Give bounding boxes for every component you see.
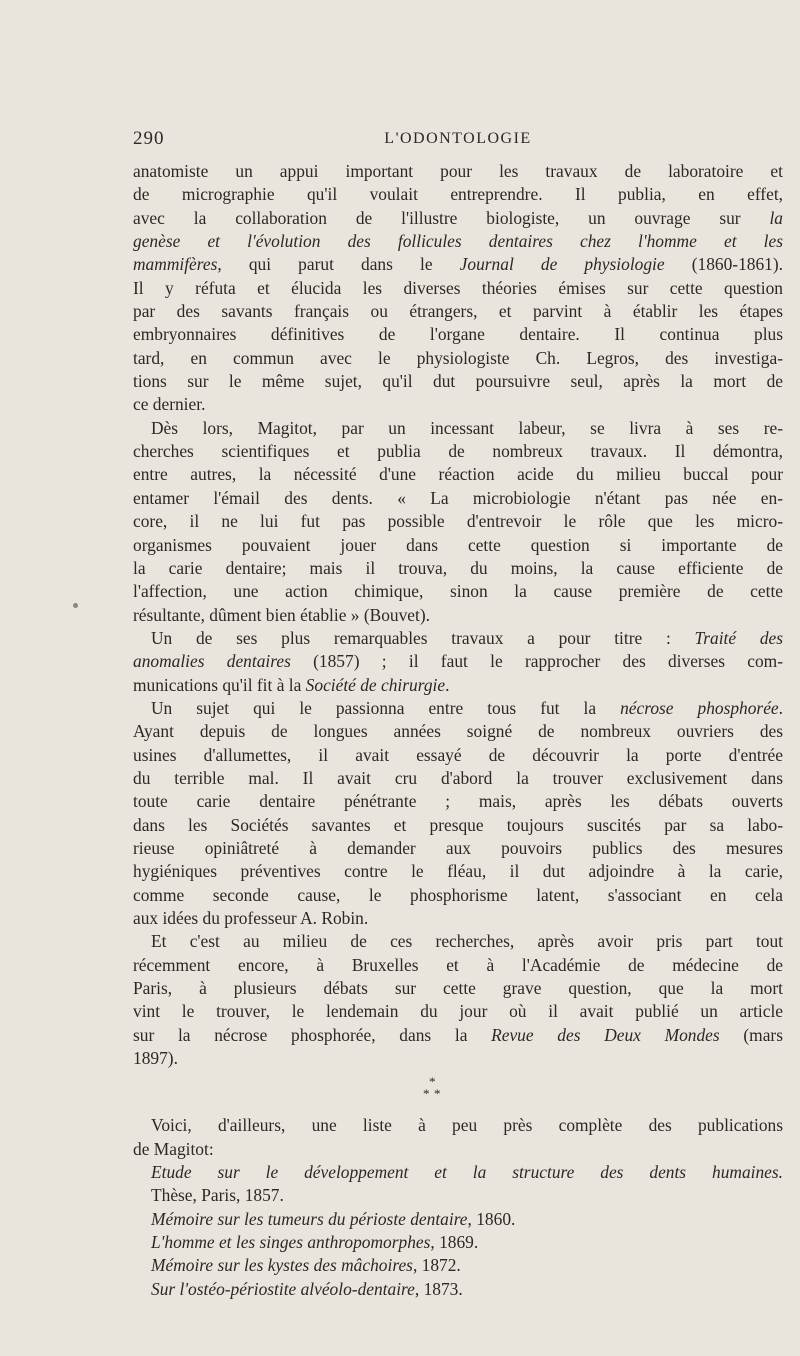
italic-text: Mémoire sur les tumeurs du périoste dentaire [151, 1208, 468, 1229]
text-line [133, 744, 783, 767]
line-text: Paris, à plusieurs débats sur cette grave question, que la mort [133, 978, 783, 999]
text-line [133, 557, 783, 580]
text-line [133, 697, 783, 720]
text-line [133, 300, 783, 323]
italic-text: Revue des Deux Mondes [491, 1024, 720, 1045]
text-line [133, 417, 783, 440]
line-text: l'affection, une action chimique, sinon la cause première de cette [133, 581, 783, 602]
text-line [133, 253, 783, 276]
line-text: Il y réfuta et élucida les diverses théories émises sur cette question [133, 277, 783, 298]
publications-list [133, 1114, 783, 1301]
line-text: rieuse opiniâtreté à demander aux pouvoirs publics des mesures [133, 837, 783, 858]
italic-text: anomalies dentaires [133, 651, 291, 672]
asterism-star-top: * [429, 1074, 436, 1090]
text-line [133, 627, 783, 650]
asterism-star-right: * [434, 1086, 441, 1102]
text-line [133, 814, 783, 837]
text-line [133, 977, 783, 1000]
italic-text: la [769, 207, 783, 228]
line-text: récemment encore, à Bruxelles et à l'Académie de médecine de [133, 954, 783, 975]
text-line [133, 534, 783, 557]
text-line [133, 160, 783, 183]
italic-text: mammifères [133, 254, 218, 275]
line-text: par des savants français ou étrangers, et parvint à établir les étapes [133, 301, 783, 322]
main-paragraphs [133, 160, 783, 1070]
text-line [133, 580, 783, 603]
line-text: hygiéniques préventives contre le fléau, il dut adjoindre à la carie, [133, 861, 783, 882]
line-text: la carie dentaire; mais il trouva, du moins, la cause efficiente de [133, 557, 783, 578]
line-text: (1857) ; il faut le rapprocher des diverses com- [290, 651, 783, 672]
text-line [133, 277, 783, 300]
line-text: , 1873. [414, 1278, 463, 1299]
text-line [133, 347, 783, 370]
line-text: Voici, d'ailleurs, une liste à peu près complète des publications [151, 1115, 783, 1136]
text-line [133, 230, 783, 253]
italic-text: Etude sur le développement et la structure des dents humaines. [151, 1162, 783, 1183]
line-text: embryonnaires définitives de l'organe dentaire. Il continua plus [133, 324, 783, 345]
text-line [133, 510, 783, 533]
text-line [133, 463, 783, 486]
italic-text: Traité des [694, 627, 784, 648]
line-text: entamer l'émail des dents. « La microbiologie n'étant pas née en- [133, 487, 783, 508]
text-line [133, 930, 783, 953]
line-text: Thèse, Paris, 1857. [151, 1185, 284, 1206]
body-text [133, 160, 783, 1301]
text-line [133, 1047, 783, 1070]
line-text: sur la nécrose phosphorée, dans la [133, 1024, 492, 1045]
line-text: Ayant depuis de longues années soigné de nombreux ouvriers des [133, 721, 783, 742]
text-line [133, 440, 783, 463]
line-text: aux idées du professeur A. Robin. [133, 908, 369, 928]
asterism-divider [133, 1070, 783, 1114]
text-line [133, 860, 783, 883]
line-text: de micrographie qu'il voulait entreprendre. Il publia, en effet, [133, 184, 783, 205]
page-number: 290 [133, 128, 165, 149]
line-text: , 1869. [430, 1232, 479, 1253]
text-line [133, 604, 783, 627]
text-line [133, 1138, 783, 1161]
text-line [133, 837, 783, 860]
italic-text: genèse et l'évolution des follicules dentaires chez l'homme et les [133, 231, 783, 252]
line-text: Un de ses plus remarquables travaux a pour titre : [151, 627, 695, 648]
text-line [133, 720, 783, 743]
text-line [133, 487, 783, 510]
text-line [133, 1231, 783, 1254]
text-line [133, 907, 783, 930]
italic-text: Mémoire sur les kystes des mâchoires [151, 1255, 413, 1276]
print-speck [73, 603, 78, 608]
italic-text: Sur l'ostéo-périostite alvéolo-dentaire [151, 1278, 415, 1299]
text-line [133, 323, 783, 346]
text-line [133, 1254, 783, 1277]
italic-text: nécrose phosphorée [620, 697, 779, 718]
line-text: ce dernier. [133, 394, 206, 415]
line-text: . [445, 674, 450, 695]
line-text: (mars [719, 1024, 783, 1045]
text-line [133, 650, 783, 673]
line-text: entre autres, la nécessité d'une réaction acide du milieu buccal pour [133, 464, 783, 485]
line-text: tard, en commun avec le physiologiste Ch. Legros, des investiga- [133, 347, 783, 368]
text-line [133, 1184, 783, 1207]
line-text: Un sujet qui le passionna entre tous fut la [151, 697, 621, 718]
page-header [133, 128, 783, 152]
line-text: . [778, 697, 784, 718]
line-text: toute carie dentaire pénétrante ; mais, après les débats ouverts [133, 791, 783, 812]
line-text: de Magitot: [133, 1138, 214, 1159]
text-line [133, 1208, 783, 1231]
line-text: Dès lors, Magitot, par un incessant labeur, se livra à ses re- [151, 417, 783, 438]
text-line [133, 884, 783, 907]
italic-text: Journal de physiologie [459, 254, 665, 275]
text-line [133, 1114, 783, 1137]
text-line [133, 954, 783, 977]
line-text: core, il ne lui fut pas possible d'entrevoir le rôle que les micro- [133, 511, 783, 532]
line-text: Et c'est au milieu de ces recherches, après avoir pris part tout [151, 931, 783, 952]
line-text: cherches scientifiques et publia de nombreux travaux. Il démontra, [133, 441, 783, 462]
text-line [133, 767, 783, 790]
line-text: tions sur le même sujet, qu'il dut poursuivre seul, après la mort de [133, 371, 783, 392]
text-line [133, 1000, 783, 1023]
text-line [133, 393, 783, 416]
line-text: dans les Sociétés savantes et presque toujours suscités par sa labo- [133, 814, 783, 835]
text-line [133, 370, 783, 393]
text-line [133, 1278, 783, 1301]
line-text: du terrible mal. Il avait cru d'abord la trouver exclusivement dans [133, 767, 783, 788]
line-text: , 1872. [412, 1255, 461, 1276]
text-line [133, 790, 783, 813]
line-text: organismes pouvaient jouer dans cette question si importante de [133, 534, 783, 555]
line-text: munications qu'il fit à la [133, 674, 306, 695]
text-line [133, 207, 783, 230]
line-text: avec la collaboration de l'illustre biologiste, un ouvrage sur [133, 207, 770, 228]
text-line [133, 183, 783, 206]
text-line [133, 1161, 783, 1184]
text-line [133, 1024, 783, 1047]
line-text: (1860-1861). [664, 254, 783, 275]
line-text: , qui parut dans le [217, 254, 460, 275]
line-text: vint le trouver, le lendemain du jour où il avait publié un article [133, 1001, 783, 1022]
line-text: comme seconde cause, le phosphorisme latent, s'associant en cela [133, 884, 783, 905]
line-text: anatomiste un appui important pour les travaux de laboratoire et [133, 161, 783, 181]
running-head: L'ODONTOLOGIE [384, 130, 532, 147]
asterism-star-left: * [423, 1086, 430, 1102]
line-text: résultante, dûment bien établie » (Bouvet). [133, 604, 430, 625]
italic-text: Société de chirurgie [305, 674, 446, 695]
line-text: usines d'allumettes, il avait essayé de découvrir la porte d'entrée [133, 744, 783, 765]
text-line [133, 674, 783, 697]
line-text: 1897). [133, 1048, 178, 1069]
line-text: , 1860. [467, 1208, 516, 1229]
italic-text: L'homme et les singes anthropomorphes [151, 1232, 431, 1253]
